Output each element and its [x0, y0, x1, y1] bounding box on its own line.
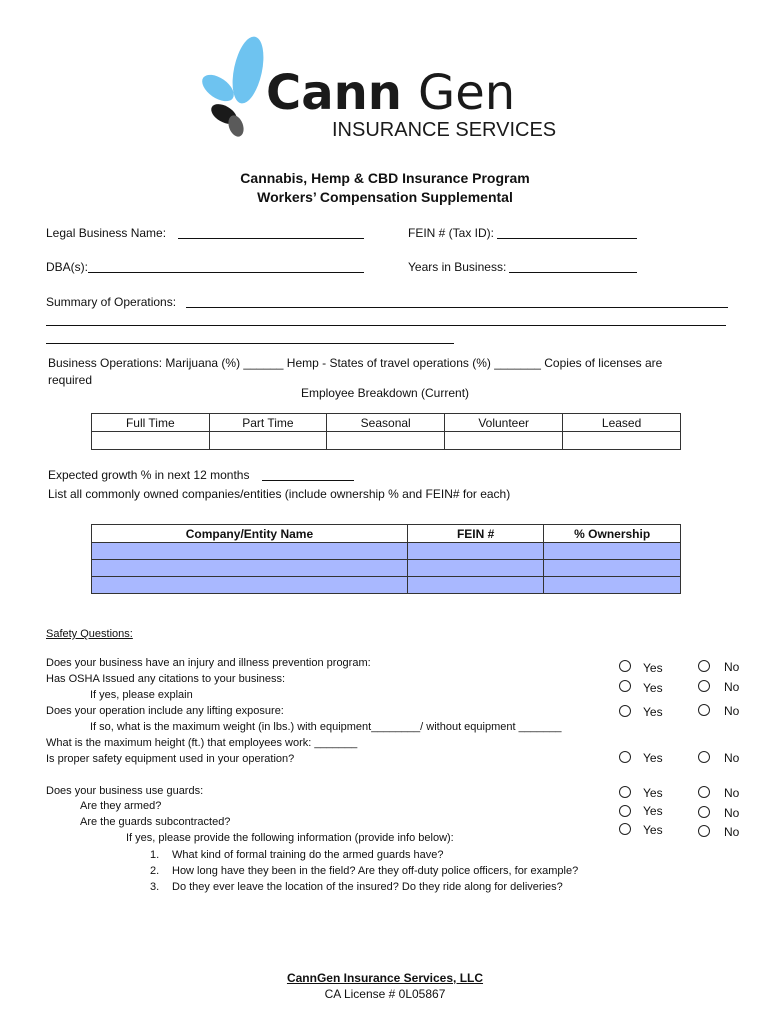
q6-yes-label: Yes [643, 786, 663, 800]
logo-tagline: INSURANCE SERVICES [332, 119, 556, 141]
cell-full-time[interactable] [92, 432, 210, 450]
q6-no-radio[interactable] [698, 786, 710, 798]
col-part-time: Part Time [209, 414, 327, 432]
guard-list-3-text: Do they ever leave the location of the insured? Do they ride along for deliveries? [172, 881, 563, 893]
form-title: Cannabis, Hemp & CBD Insurance Program [240, 170, 530, 186]
q6c-text: If yes, please provide the following information (provide info below): [126, 832, 454, 844]
q5-text: Is proper safety equipment used in your operation? [46, 753, 295, 765]
business-ops-line1: Business Operations: Marijuana (%) ______ Hemp - States of travel operations (%) _______ Copies of licenses are [48, 356, 663, 370]
q1-no-radio[interactable] [698, 660, 710, 672]
q6-text: Does your business use guards: [46, 785, 204, 797]
q5-no-radio[interactable] [698, 751, 710, 763]
list-companies-label: List all commonly owned companies/entities (include ownership % and FEIN# for each) [48, 487, 511, 501]
summary-field-1[interactable] [186, 307, 728, 308]
summary-label: Summary of Operations: [46, 295, 177, 309]
years-label: Years in Business: [408, 260, 507, 274]
q1-no-label: No [724, 660, 740, 674]
q6a-no-label: No [724, 806, 740, 820]
q3-no-radio[interactable] [698, 704, 710, 716]
legal-name-label: Legal Business Name: [46, 226, 167, 240]
company-row-1-fein[interactable] [407, 543, 543, 560]
employee-heading: Employee Breakdown (Current) [300, 386, 470, 400]
cell-part-time[interactable] [209, 432, 327, 450]
company-row-2-ownership[interactable] [544, 560, 681, 577]
q6a-yes-label: Yes [643, 804, 663, 818]
q6a-no-radio[interactable] [698, 806, 710, 818]
q2-text: Has OSHA Issued any citations to your business: [46, 673, 286, 685]
q6a-yes-radio[interactable] [619, 805, 631, 817]
col-company-name: Company/Entity Name [92, 525, 408, 543]
cell-leased[interactable] [563, 432, 681, 450]
company-row-3-name[interactable] [92, 577, 408, 594]
cell-seasonal[interactable] [327, 432, 445, 450]
company-row-3-fein[interactable] [407, 577, 543, 594]
cell-volunteer[interactable] [445, 432, 563, 450]
col-leased: Leased [563, 414, 681, 432]
fein-label: FEIN # (Tax ID): [408, 226, 495, 240]
summary-field-3[interactable] [46, 343, 454, 344]
q6-yes-radio[interactable] [619, 786, 631, 798]
q6b-yes-label: Yes [643, 823, 663, 837]
company-row-1-name[interactable] [92, 543, 408, 560]
q3-no-label: No [724, 704, 740, 718]
form-subtitle: Workers’ Compensation Supplemental [257, 189, 513, 205]
q3a-text: If so, what is the maximum weight (in lbs.) with equipment________/ without equipment _______ [90, 721, 562, 733]
dba-field[interactable] [88, 272, 364, 273]
canngen-logo [196, 34, 556, 144]
safety-heading: Safety Questions: [46, 628, 133, 640]
dba-label: DBA(s): [46, 260, 88, 274]
guard-list-2-num: 2. [150, 865, 160, 877]
q6b-no-radio[interactable] [698, 825, 710, 837]
logo-petal-blue-small [198, 69, 239, 106]
employee-table [91, 413, 681, 450]
q3-text: Does your operation include any lifting exposure: [46, 705, 284, 717]
summary-field-2[interactable] [46, 325, 726, 326]
col-seasonal: Seasonal [327, 414, 445, 432]
q1-yes-radio[interactable] [619, 660, 631, 672]
company-row-2-name[interactable] [92, 560, 408, 577]
guard-list-1-num: 1. [150, 849, 160, 861]
fein-field[interactable] [497, 238, 637, 239]
q6b-text: Are the guards subcontracted? [80, 816, 231, 828]
q6-no-label: No [724, 786, 740, 800]
company-row-1-ownership[interactable] [544, 543, 681, 560]
logo-brand-right: Gen [418, 65, 516, 121]
q2-no-label: No [724, 680, 740, 694]
legal-name-field[interactable] [178, 238, 364, 239]
q6b-yes-radio[interactable] [619, 823, 631, 835]
q2-no-radio[interactable] [698, 680, 710, 692]
q2a-text: If yes, please explain [90, 689, 193, 701]
q2-yes-radio[interactable] [619, 680, 631, 692]
q5-no-label: No [724, 751, 740, 765]
guard-list-2-text: How long have they been in the field? Are they off-duty police officers, for example? [172, 865, 579, 877]
company-row-3-ownership[interactable] [544, 577, 681, 594]
col-ownership: % Ownership [544, 525, 681, 543]
business-ops-line2: required [48, 373, 93, 387]
q3-yes-label: Yes [643, 705, 663, 719]
logo-brand-left: Cann [266, 65, 402, 121]
col-fein: FEIN # [407, 525, 543, 543]
col-full-time: Full Time [92, 414, 210, 432]
guard-list-1-text: What kind of formal training do the armed guards have? [172, 849, 444, 861]
q1-yes-label: Yes [643, 661, 663, 675]
footer-license: CA License # 0L05867 [324, 987, 446, 1001]
guard-list-3-num: 3. [150, 881, 160, 893]
expected-growth-field[interactable] [262, 480, 354, 481]
company-row-2-fein[interactable] [407, 560, 543, 577]
q5-yes-label: Yes [643, 751, 663, 765]
q6b-no-label: No [724, 825, 740, 839]
q1-text: Does your business have an injury and illness prevention program: [46, 657, 371, 669]
q6a-text: Are they armed? [80, 800, 162, 812]
q3-yes-radio[interactable] [619, 705, 631, 717]
q4-text: What is the maximum height (ft.) that employees work: _______ [46, 737, 358, 749]
companies-table [91, 524, 681, 594]
col-volunteer: Volunteer [445, 414, 563, 432]
q5-yes-radio[interactable] [619, 751, 631, 763]
years-field[interactable] [509, 272, 637, 273]
expected-growth-label: Expected growth % in next 12 months [48, 468, 250, 482]
q2-yes-label: Yes [643, 681, 663, 695]
footer-company: CannGen Insurance Services, LLC [286, 971, 484, 985]
